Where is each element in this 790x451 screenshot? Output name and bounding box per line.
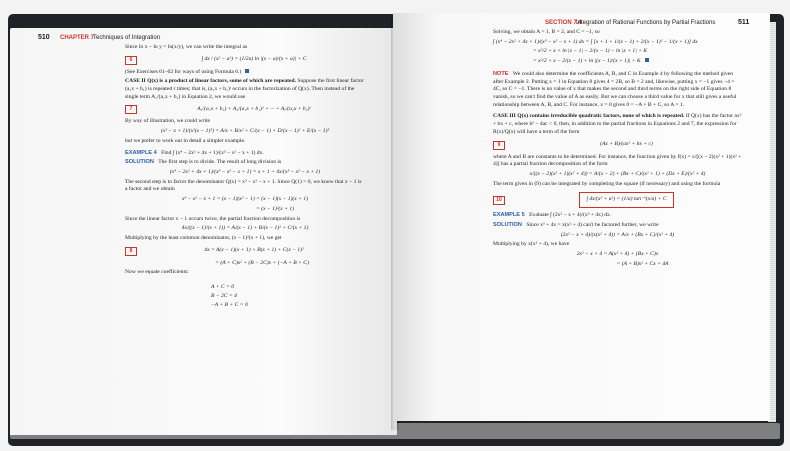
equation-7-label: 7 — [125, 105, 137, 114]
solution-5-label: SOLUTION — [493, 221, 522, 228]
linear-factor-text: Since the linear factor x − 1 occurs twice, the partial fraction decomposition is — [125, 215, 301, 222]
example-4-text: Find ∫ (x⁴ − 2x² + 4x + 1)/(x³ − x² − x + 1) dx. — [161, 149, 264, 156]
end-marker-icon — [245, 69, 249, 73]
see-exercises-text: (See Exercises 61–62 for ways of using Formula 6.) — [125, 69, 365, 77]
example-5-label: EXAMPLE 5 — [493, 212, 525, 219]
section-label: SECTION 7.4 — [545, 20, 582, 26]
example-5 — [493, 212, 742, 220]
equation-9-label: 9 — [493, 141, 505, 150]
decomposition-2-equation: x/((x − 2)(x² + 1)(x² + 4)) = A/(x − 2) + (Bx + C)/(x² + 1) + (Dx + E)/(x² + 4) — [529, 170, 706, 177]
right-page-number: 511 — [738, 19, 750, 26]
integral-line-3: = x²/2 + x − 2/(x − 1) + ln |(x − 1)/(x + 1)| + K — [493, 58, 742, 66]
term-text: The term given in (9) can be integrated by completing the square (if necessary) and using the formula — [493, 180, 721, 187]
equation-6-label: 6 — [125, 56, 137, 65]
multiply-text: Multiplying by the least common denominator, (x − 1)²(x + 1), we get — [125, 235, 282, 241]
solution-4-text: The first step is to divide. The result of long division is — [158, 159, 282, 166]
case-3-title: CASE III — [493, 113, 516, 120]
second-step-text: The second step is to factor the denominator Q(x) = x³ − x² − x + 1. Since Q(1) = 0, we know that x − 1 is a factor and we obtain — [125, 178, 362, 193]
equation-7 — [125, 105, 365, 114]
case-2-title: CASE II — [125, 78, 146, 85]
equation-8-line-1: 4x = A(x − 1)(x + 1) + B(x + 1) + C(x − 1)² — [204, 247, 304, 254]
case-3-text: If Q(x) has the factor ax² + bx + c, where b² − 4ac < 0, then, in addition to the partial fractions in Equations 2 and 7, the expression for R(x)/Q(x) will have a term of the form — [493, 113, 742, 135]
left-page — [10, 28, 397, 435]
example-4-label: EXAMPLE 4 — [125, 149, 157, 156]
multiply-5-text: Multiplying by x(x² + 4), we have — [493, 241, 570, 248]
end-marker-icon — [645, 58, 649, 62]
division-equation: (x⁴ − 2x² + 4x + 1)/(x³ − x² − x + 1) = x + 1 + 4x/(x³ − x² − x + 1) — [169, 168, 321, 175]
equation-6-body: ∫ dx / (x² − a²) = (1/2a) ln |(x − a)/(x + a)| + C — [201, 56, 307, 63]
prefer-text: but we prefer to work out in detail a simpler example. — [125, 137, 246, 144]
solution-5 — [493, 222, 742, 230]
intro-text: Since ln x − ln y = ln(x/y), we can write the integral as — [125, 44, 248, 50]
final-line-1: 2x² − x + 4 = A(x² + 4) + (Bx + C)x — [576, 250, 659, 257]
decomposition-equation: 4x/((x − 1)²(x + 1)) = A/(x − 1) + B/(x − 1)² + C/(x + 1) — [181, 225, 309, 232]
equation-9 — [493, 141, 742, 150]
note-label: NOTE — [493, 70, 509, 77]
system-line-2: B − 2C = 4 — [211, 292, 237, 299]
equation-8-label: 8 — [125, 247, 137, 256]
note-text: We could also determine the coefficients A, B, and C in Example 4 by following the method given after Example 2. Putting x = 1 in Equation 8 gives 4 = 2B, so B = 2 and, likewise, putting x = −1 gives −4 = 4C, so C = −1. There is no value of x that makes the second and third terms on the right side of Equation 8 vanish, so we can't find the value of A as easily. But we can choose a third value for x that still gives a useful relationship between A, B, and C. For instance, x = 0 gives 0 = −A + B + C, so A = 1. — [493, 70, 737, 108]
example-5-text: Evaluate ∫ (2x² − x + 4)/(x³ + 4x) dx. — [529, 212, 612, 219]
case-2-block — [125, 78, 365, 101]
integral-line-2: = x²/2 + x + ln |x − 1| − 2/(x − 1) − ln |x + 1| + K — [533, 48, 648, 55]
case-2-heading: Q(x) is a product of linear factors, some of which are repeated. — [147, 78, 296, 85]
equation-10-wrap — [511, 192, 742, 208]
note-block — [493, 71, 742, 110]
equation-10 — [493, 192, 742, 208]
case-3-block — [493, 113, 742, 136]
equation-10-label: 10 — [493, 196, 505, 205]
factor-equation-1: x³ − x² − x + 1 = (x − 1)(x² − 1) = (x − 1)(x − 1)(x + 1) — [181, 196, 309, 203]
final-line-2: = (A + B)x² + Cx + 4A — [616, 260, 669, 267]
chapter-title: Techniques of Integration — [93, 35, 161, 41]
equation-6 — [125, 56, 365, 65]
equation-8 — [125, 247, 365, 256]
case-2-text: Suppose the first linear factor (a₁x + b₁) is repeated r times; that is, (a₁x + b₁)ʳ occurs in the factorization of Q(x). Then instead of the single term A₁/(a₁x + b₁) in Equation 2, we would use — [125, 78, 364, 100]
right-page — [393, 13, 770, 421]
solution-4 — [125, 159, 365, 167]
left-page-number: 510 — [38, 34, 50, 41]
right-content — [493, 29, 742, 421]
chapter-label: CHAPTER 7 — [60, 35, 95, 41]
illustration-text: By way of illustration, we could write — [125, 118, 210, 125]
illustration-equation: (x³ − x + 1)/(x²(x − 1)³) = A/x + B/x² + C/(x − 1) + D/(x − 1)² + E/(x − 1)³ — [160, 128, 330, 135]
equate-text: Now we equate coefficients: — [125, 269, 189, 276]
solution-4-label: SOLUTION — [125, 159, 154, 166]
where-text: where A and B are constants to be determined. For instance, the function given by f(x) = x/[(x − 2)(x² + 1)(x² + 4)] has a partial fraction decomposition of the form — [493, 153, 742, 168]
system-line-3: −A + B + C = 0 — [211, 301, 248, 308]
equation-7-body: A₁/(a₁x + b₁) + A₂/(a₁x + b₁)² + ··· + Aᵣ/(a₁x + b₁)ʳ — [197, 106, 311, 113]
decomposition-3-equation: (2x² − x + 4)/(x(x² + 4)) = A/x + (Bx + C)/(x² + 4) — [560, 231, 675, 238]
example-4 — [125, 150, 365, 158]
equation-8-line-2: = (A + C)x² + (B − 2C)x + (−A + B + C) — [215, 259, 309, 266]
coefficient-system — [211, 283, 365, 310]
solving-text: Solving, we obtain A = 1, B = 2, and C = −1, so — [493, 29, 600, 35]
solution-5-text: Since x³ + 4x = x(x² + 4) can't be factored further, we write — [526, 221, 659, 228]
factor-equation-2: = (x − 1)²(x + 1) — [255, 205, 294, 212]
case-3-heading: Q(x) contains irreducible quadratic factors, none of which is repeated. — [517, 113, 685, 120]
equation-9-body: (Ax + B)/(ax² + bx + c) — [600, 141, 653, 148]
system-line-1: A + C = 0 — [211, 284, 234, 291]
equation-10-body: ∫ dx/(x² + a²) = (1/a) tan⁻¹(x/a) + C — [579, 192, 673, 208]
left-content — [125, 44, 365, 435]
section-title: Integration of Rational Functions by Partial Fractions — [576, 20, 716, 26]
integral-line-1: ∫ (x⁴ − 2x² + 4x + 1)/(x³ − x² − x + 1) dx = ∫ [x + 1 + 1/(x − 1) + 2/(x − 1)² − 1/(x + 1)] dx — [493, 38, 698, 45]
